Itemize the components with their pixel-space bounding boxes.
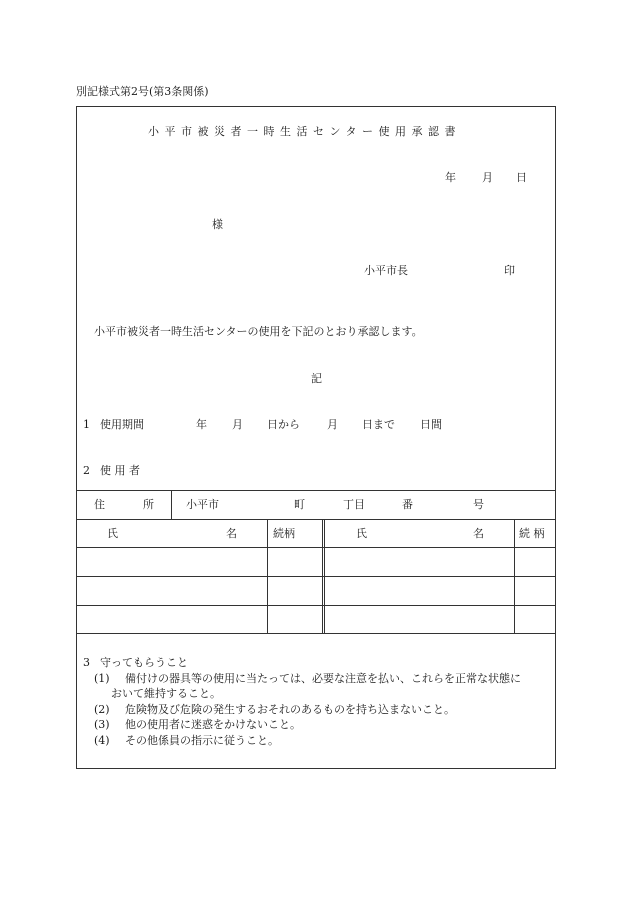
period-days: 日間: [420, 418, 442, 431]
table-bottom-line: [76, 633, 556, 634]
table-top-line: [76, 490, 556, 491]
address-label-2: 所: [143, 498, 154, 511]
rule-1-text-line1: 備付けの器具等の使用に当たっては、必要な注意を払い、これらを正常な状態に: [125, 672, 521, 685]
rule-3-num: (3): [94, 718, 110, 731]
approval-statement: 小平市被災者一時生活センターの使用を下記のとおり承認します。: [94, 325, 423, 338]
address-machi: 町: [294, 498, 305, 511]
issuer-name: 小平市長: [364, 264, 408, 277]
date-month: 月: [482, 171, 493, 184]
users-number: 2: [83, 464, 90, 477]
rule-1-text-line2: おいて維持すること。: [111, 687, 221, 700]
form-label: 別記様式第2号(第3条関係): [76, 85, 209, 98]
users-label: 使 用 者: [100, 464, 140, 477]
table-header-bottom-line: [76, 547, 556, 548]
address-ban: 番: [402, 498, 413, 511]
table-row-line-1: [76, 576, 556, 577]
period-year: 年: [196, 418, 207, 431]
center-divider-b: [324, 519, 325, 633]
period-until: 日まで: [362, 418, 395, 431]
period-label: 使用期間: [100, 418, 144, 431]
right-name-col-1: 氏: [356, 527, 367, 540]
address-label-1: 住: [94, 498, 105, 511]
table-address-bottom-line: [76, 519, 556, 520]
address-divider: [171, 490, 172, 519]
ki-heading: 記: [311, 372, 322, 385]
left-relation-header: 続柄: [273, 527, 295, 540]
address-go: 号: [473, 498, 484, 511]
center-divider-a: [322, 519, 323, 633]
rules-heading: 守ってもらうこと: [100, 656, 188, 669]
period-month: 月: [232, 418, 243, 431]
date-day: 日: [516, 171, 527, 184]
address-chome: 丁目: [343, 498, 365, 511]
date-year: 年: [445, 171, 456, 184]
rule-3-text: 他の使用者に迷惑をかけないこと。: [125, 718, 301, 731]
left-name-col-1: 氏: [107, 527, 118, 540]
rule-2-text: 危険物及び危険の発生するおそれのあるものを持ち込まないこと。: [125, 703, 455, 716]
form-frame: [76, 106, 556, 769]
rule-4-num: (4): [94, 734, 110, 747]
address-city: 小平市: [186, 498, 219, 511]
table-row-line-2: [76, 605, 556, 606]
issuer-seal: 印: [504, 264, 515, 277]
period-to-month: 月: [327, 418, 338, 431]
rules-number: 3: [83, 656, 90, 669]
left-relation-divider: [267, 519, 268, 633]
right-relation-header: 続 柄: [519, 527, 545, 540]
document-title: 小平市被災者一時生活センター使用承認書: [148, 125, 462, 138]
rule-1-num: (1): [94, 672, 110, 685]
period-number: 1: [83, 418, 90, 431]
rule-2-num: (2): [94, 703, 110, 716]
period-from: 日から: [267, 418, 300, 431]
right-relation-divider: [514, 519, 515, 633]
rule-4-text: その他係員の指示に従うこと。: [125, 734, 279, 747]
left-name-col-2: 名: [226, 527, 237, 540]
addressee-suffix: 様: [212, 218, 223, 231]
right-name-col-2: 名: [473, 527, 484, 540]
